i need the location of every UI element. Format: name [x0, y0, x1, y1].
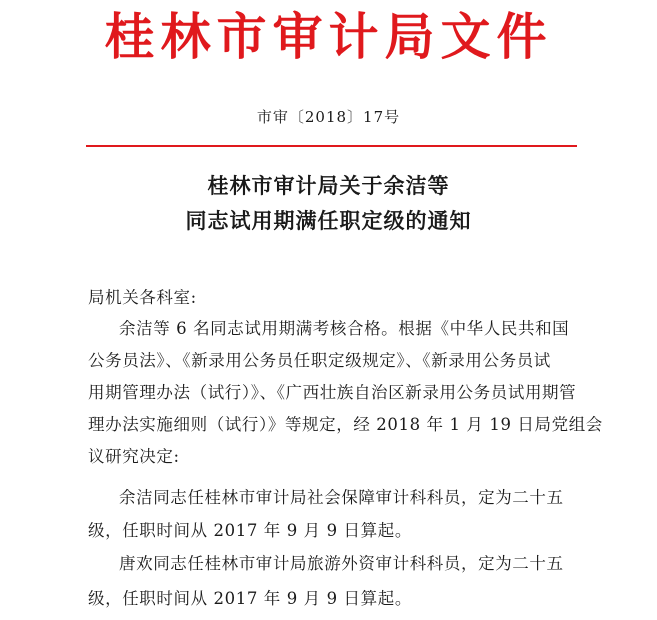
- body-line: 余洁等 6 名同志试用期满考核合格。根据《中华人民共和国: [119, 319, 570, 338]
- body-line: 公务员法》、《新录用公务员任职定级规定》、《新录用公务员试: [88, 351, 551, 370]
- body-line: 用期管理办法（试行）》、《广西壮族自治区新录用公务员试用期管: [88, 383, 577, 402]
- body-line: 议研究决定:: [88, 447, 180, 466]
- masthead-title: 桂林市审计局文件: [104, 8, 553, 66]
- body-line: 理办法实施细则（试行）》等规定，经 2018 年 1 月 19 日局党组会: [88, 415, 603, 434]
- document-number: 市审〔2018〕17号: [256, 108, 401, 126]
- body-line: 级，任职时间从 2017 年 9 月 9 日算起。: [88, 589, 412, 608]
- body-line: 级，任职时间从 2017 年 9 月 9 日算起。: [88, 521, 412, 540]
- notice-title-line-2: 同志试用期满任职定级的通知: [185, 208, 472, 233]
- body-line: 唐欢同志任桂林市审计局旅游外资审计科科员，定为二十五: [119, 554, 564, 573]
- body-line: 余洁同志任桂林市审计局社会保障审计科科员，定为二十五: [119, 488, 564, 507]
- notice-title-line-1: 桂林市审计局关于余洁等: [207, 173, 450, 198]
- salutation: 局机关各科室:: [88, 288, 197, 307]
- red-divider-line: [86, 145, 577, 147]
